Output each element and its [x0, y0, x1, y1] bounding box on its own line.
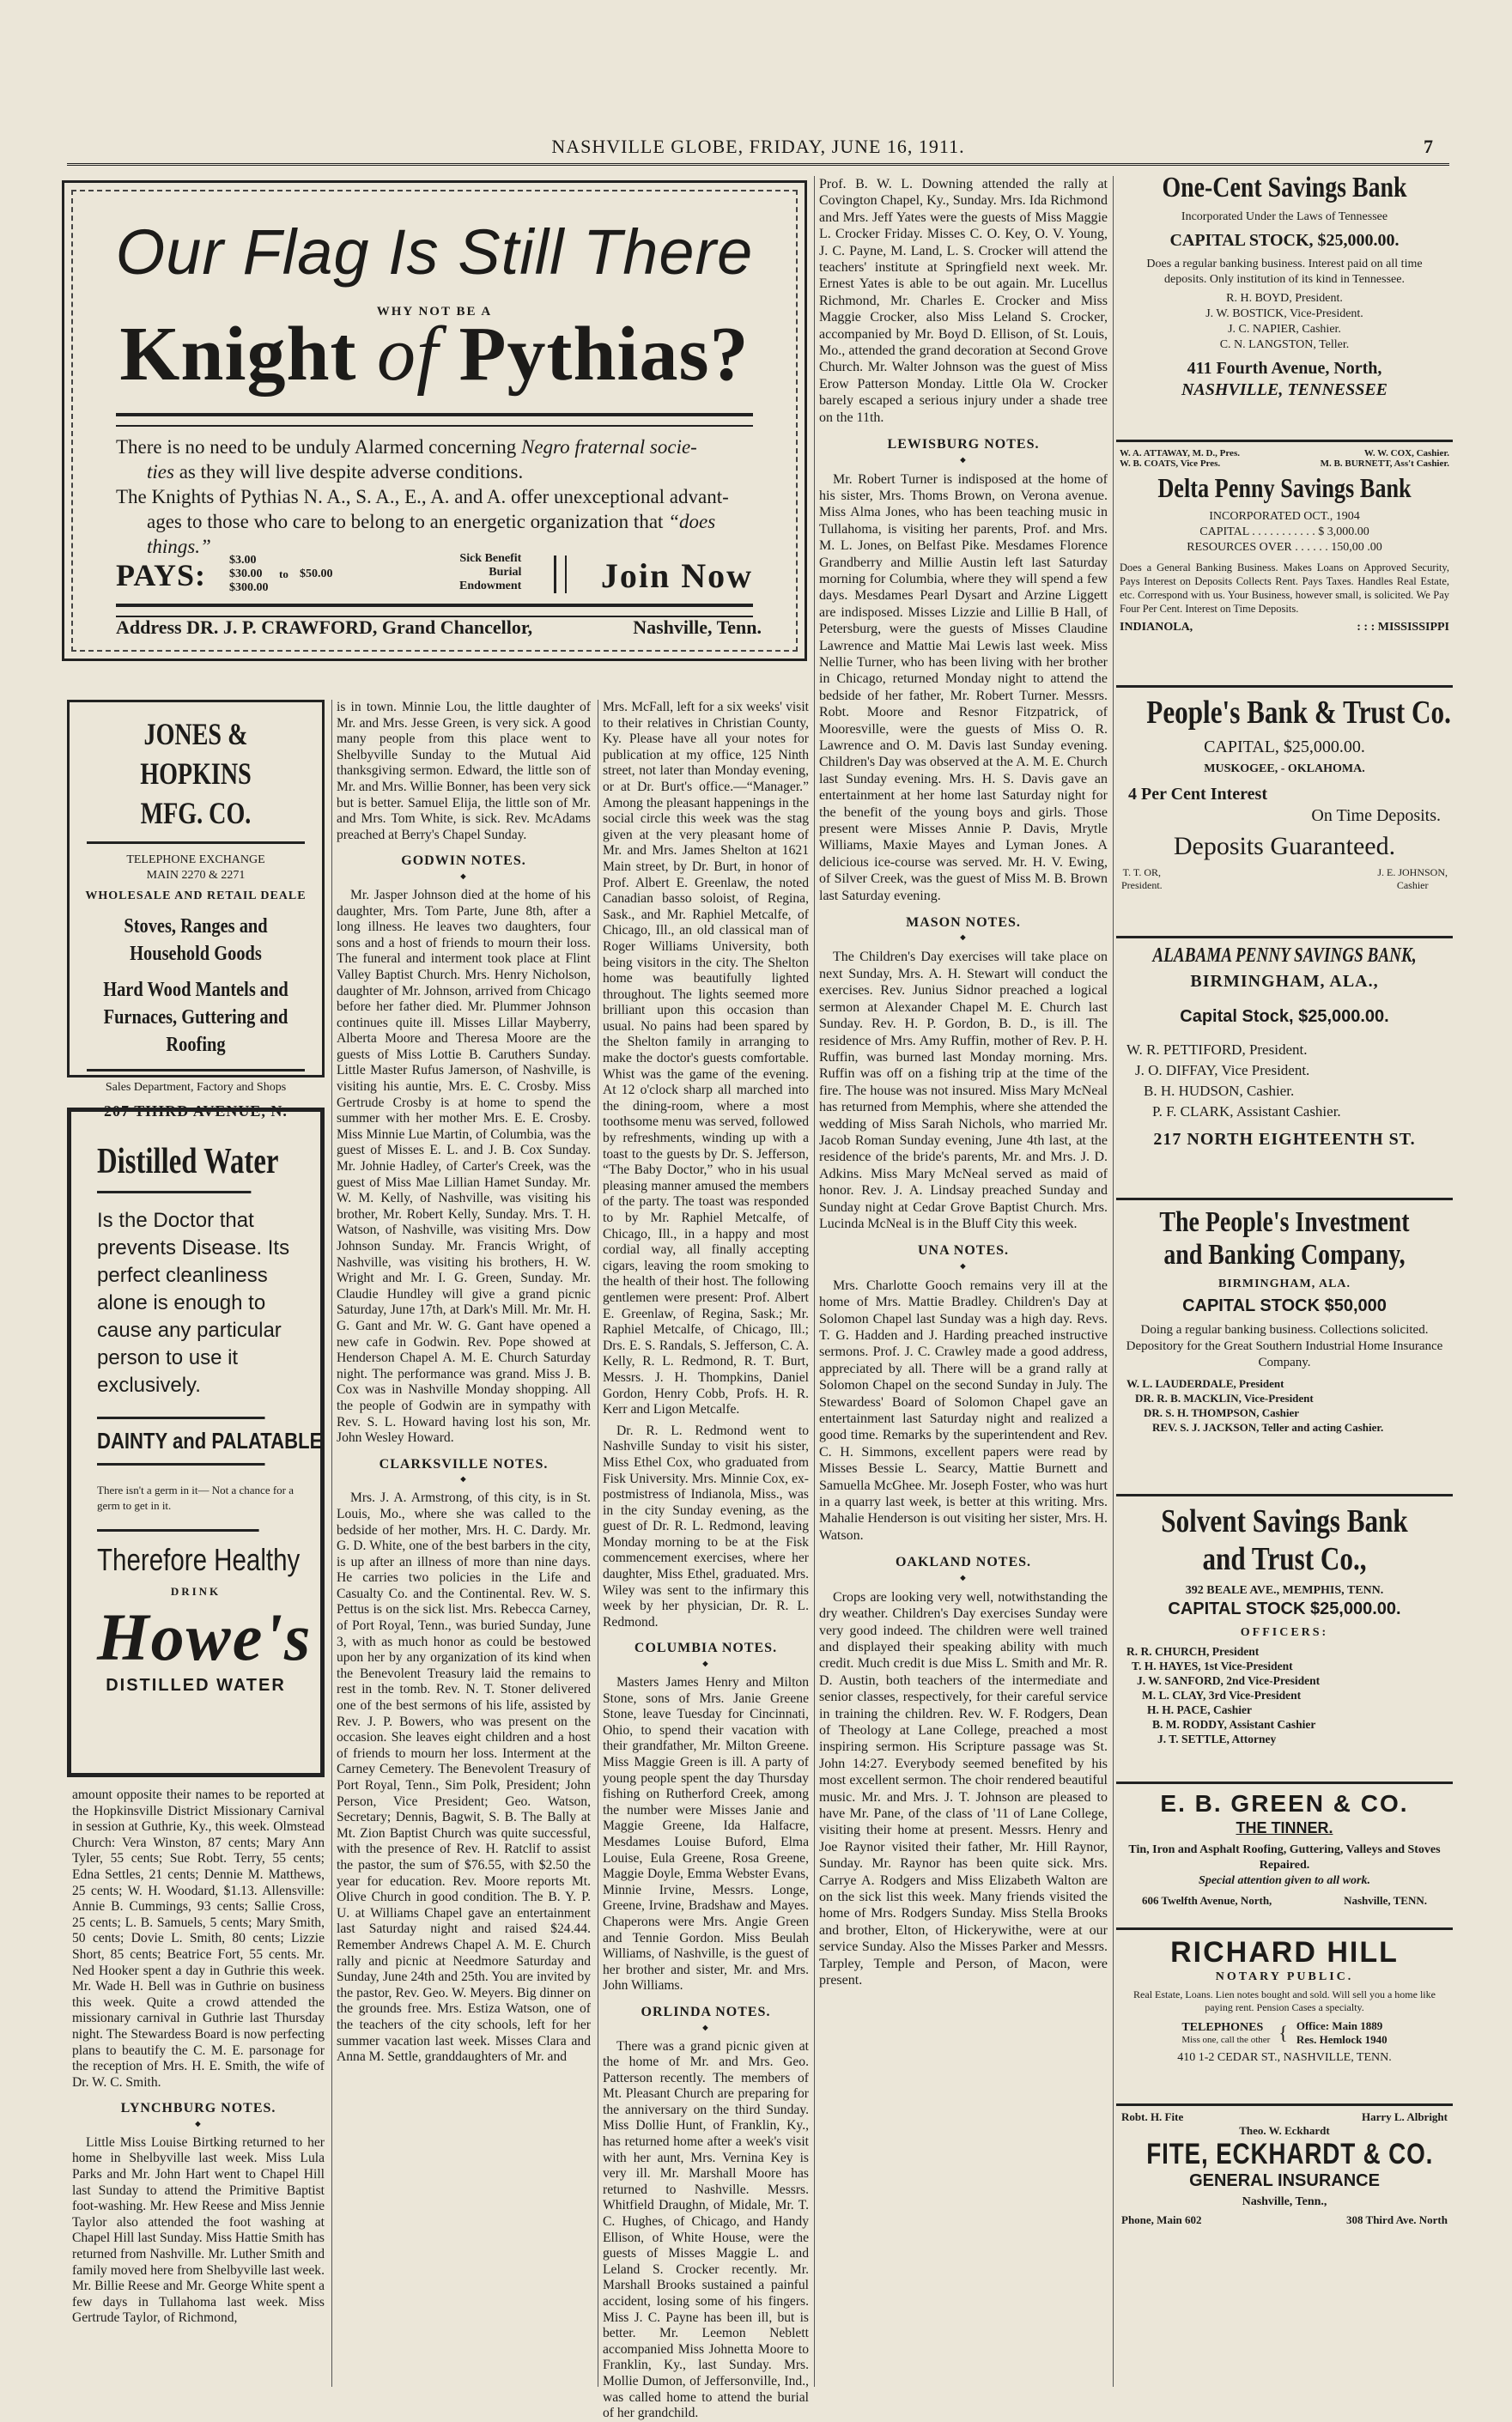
investment-title-1: The People's Investment [1159, 1206, 1410, 1238]
jones-rule-2 [87, 1069, 305, 1071]
peoples-location: MUSKOGEE, - OKLAHOMA. [1204, 762, 1365, 775]
right-ad-divider-3 [1116, 936, 1453, 938]
solvent-officer-2: T. H. HAYES, 1st Vice-President [1132, 1660, 1293, 1672]
green-address-row [1116, 1894, 1453, 1908]
delta-officer-1: W. A. ATTAWAY, M. D., Pres. [1120, 448, 1240, 458]
investment-officers [1116, 1376, 1453, 1435]
solvent-officer-6: B. M. RODDY, Assistant Cashier [1152, 1718, 1316, 1731]
solvent-officer-7: J. T. SETTLE, Attorney [1157, 1733, 1277, 1745]
peoples-capital: CAPITAL, $25,000.00. [1204, 738, 1365, 756]
delta-bank-ad [1116, 448, 1453, 634]
pays-amount-1: $3.00 [229, 554, 257, 567]
solvent-officer-1: R. R. CHURCH, President [1126, 1645, 1260, 1658]
fite-eckhardt-ad [1116, 2110, 1453, 2227]
pythias-why-not: WHY NOT BE A [376, 305, 493, 319]
solvent-officer-3: J. W. SANFORD, 2nd Vice-President [1137, 1674, 1321, 1687]
fite-name-3: Theo. W. Eckhardt [1239, 2124, 1330, 2137]
hill-tel-res: Res. Hemlock 1940 [1296, 2033, 1388, 2046]
jones-goods-2: Hard Wood Mantels and Furnaces, Guttering and Roofing [103, 979, 288, 1056]
heading-columbia: COLUMBIA NOTES. ◆ [603, 1641, 809, 1668]
pythias-address-text: Address DR. J. P. CRAWFORD, Grand Chancellor, [116, 616, 533, 638]
pythias-advertisement [62, 180, 807, 661]
alabama-capital: Capital Stock, $25,000.00. [1180, 1007, 1389, 1026]
one-cent-officer-4: C. N. LANGSTON, Teller. [1219, 338, 1350, 351]
peoples-investment-ad [1116, 1206, 1453, 1435]
lynchburg-paragraph: Little Miss Louise Birtking returned to her home in Shelbyville last week. Miss Lula Parks and Mr. John Hart went to Chapel Hill last Sunday to attend the Primitive Baptist foot-washing. Mr. Hew Reese and Miss Jennie Taylor also attended the foot washing at Chapel Hill last Sunday. Miss Hattie Smith has returned from Nashville. Mr. Luther Smith and family moved here from Shelbyville last week. Mr. Billie Reese and Mr. George White spent a few days in Tullahoma last week. Miss Gertrude Taylor, of Richmond, [72, 2134, 325, 2326]
fite-phone: Phone, Main 602 [1121, 2213, 1202, 2226]
pythias-rule-bottom [116, 604, 753, 617]
mason-paragraph: The Children's Day exercises will take place on next Sunday, Mrs. A. H. Stewart will conduct the exercises. Rev. Junius Sidnor preached a logical sermon at Alexander Chapel M. E. Church last Sunday. Rev. H. P. Gordon, B. D., is ill. The residence of Mrs. Amy Ruffin, mother of Rev. P. H. Ruffin, was burned last Monday morning. Mrs. Ruffin was off on a fishing trip at the time of the fire. The house was not insured. Miss Mary McNeal has returned from Memphis, where she attended the wedding of Miss Sarah Nichols, who married Mr. Jacob Roman Sunday evening, June 4th last, at the residence of the bride's parents, Mr. and Mrs. J. D. Adkins. Miss Mary McNeal served as maid of honor. Rev. J. A. Lindsay preached Sunday and Sunday night at Cedar Grove Baptist Church. Mrs. Lucinda McNeal is in the Bluff City this week. [819, 950, 1108, 1231]
peoples-officers [1116, 866, 1453, 892]
stag-paragraph: Mrs. McFall, left for a six weeks' visit to their relatives in Christian County, Ky. Please have all your notes for publication at my office, 125 Ninth street, not later than Monday evening, or at Dr. Burt's office.—“Manager.” Among the pleasant happenings in the social circle this week was the stag given at the very pleasant home of Mr. and Mrs. James Shelton at 1621 Main street, by Dr. Burt, in honor of Prof. Albert E. Greenlaw, the noted Canadian basso soloist, of Regina, Sask., and Mr. Raphiel Metcalfe, of Chicago, Ill., an old classical man of Roger Williams University, both being visitors in the city. The Shelton home was beautifully lighted throughout. The lights seemed more brilliant upon this occasion than usual. No pains had been spared by the Shelton family in arranging to make the doctor's guests comfortable. Whist was the game of the evening. At 12 o'clock sharp all marched into the dining-room, where a most toothsome menu was served, followed by refreshments, winding up with a toast to the guests by Dr. S. Jefferson, “The Baby Doctor,” who in his usual pleasing manner amused the members of the party. The toast was responded to by Mr. Raphiel Metcalfe, of Chicago, Ill., in a happy and most cordial way, all finally accepting cigars, leaving the room smoking to the health of their host. The following gentlemen were present: Prof. Albert E. Greenlaw, of Regina, Sask.; Mr. Raphiel Metcalfe, of Chicago, Ill.; Drs. E. S. Randals, S. Jefferson, C. A. Kelly, R. L. Redmond, R. T. Burt, Messrs. J. H. Thompkins, Daniel Gordon, Henry Cobb, Profs. H. R. Kerr and Ligon Metcalfe. [603, 700, 809, 1417]
delta-officer-3: W. B. COATS, Vice Pres. [1120, 458, 1221, 469]
hill-tel-left [1181, 2021, 1270, 2045]
delta-loc-indianola: INDIANOLA, [1120, 621, 1193, 634]
one-cent-officer-1: R. H. BOYD, President. [1226, 292, 1343, 305]
hill-tel-label: TELEPHONES [1181, 2021, 1264, 2034]
peoples-cashier [1377, 866, 1448, 892]
continued-paragraph: is in town. Minnie Lou, the little daughter of Mr. and Mrs. Jesse Green, is very sick. A good many people from this place went to Shelbyville Sunday to the Mutual Aid thanksgiving sermon. Edward, the little son of Mr. and Mrs. Willie Bonner, has been very sick but is better. Samuel Elija, the little son of Mr. and Mrs. Tom White, is sick. Rev. McAdams preached at Berry's Chapel Sunday. [337, 700, 591, 842]
fite-name-1: Robt. H. Fite [1121, 2110, 1184, 2123]
orlinda-paragraph: There was a grand picnic given at the home of Mr. and Mrs. Geo. Patterson recently. The members of Mt. Pleasant Church are preparing for the anniversary on the third Sunday. Miss Dollie Hunt, of Franklin, Ky., has returned home after a week's visit with her aunt, Mrs. Vernina Key is very ill. Mr. Marshall Moore has returned to Nashville. Messrs. Whitfield Draughn, of Midale, Mr. T. C. Hughes, of Chicago, and Handy Ellison, of White House, were the guests of Misses Maggie L. and Leland S. Crocker recently. Mr. Marshall Brooks sustained a painful accident, losing some of his fingers. Miss J. C. Payne has been ill, but is better. Mr. Leemon Neblett accompanied Miss Johnetta Moore to Franklin, Ky., last Sunday. Mrs. Mollie Dumon, of Jeffersonville, Ind., was called home to attend the burial of her grandchild. [603, 2038, 809, 2421]
heading-orlinda: ORLINDA NOTES. ◆ [603, 2005, 809, 2032]
column-rule-4 [1113, 176, 1114, 2387]
alabama-officers [1116, 1040, 1453, 1122]
heading-una: UNA NOTES. ◆ [819, 1242, 1108, 1270]
fite-title: FITE, ECKHARDT & CO. [1146, 2138, 1434, 2170]
jones-name-2: MFG. CO. [140, 796, 252, 830]
oakland-paragraph: Crops are looking very well, notwithstanding the dry weather. Children's Day exercises Sunday were very good indeed. The children were well trained and displayed their speaking ability with much credit. Much credit is due Miss L. Smith and Mr. R. D. Austin, both teachers of the intermediate and senior classes, respectively, for their careful service in training the children. Rev. W. F. Rodgers, Dean of Theology at Lane College, preached a most inspiring sermon. His Scripture passage was St. John 14:27. Everybody seemed benefited by his most excellent sermon. The choir rendered beautiful music. Mr. and Mrs. J. T. Johnson are pleased to have Mr. Pane, of the class of '11 of Lane College, visiting their home at present. Messrs. Henry and Joe Raynor visited their father, Mr. Hill Raynor, Sunday. Mr. Raynor has been quite sick. Mrs. Carrye A. Rodgers and Miss Elizabeth Walton are on the sick list this week. Many friends visited the home of Mrs. Rodgers Sunday. Miss Stella Brooks and brother, Elton, of Hickerywithe, were at our service Sunday. Also the Misses Parker and Messrs. Tarpley, Temple and Person, of Macon, were present. [819, 1589, 1108, 1988]
hill-desc: Real Estate, Loans. Lien notes bought and sold. Will sell you a home like paying rent. Pension Cases a specialty. [1133, 1988, 1436, 2013]
solvent-officer-5: H. H. PACE, Cashier [1147, 1703, 1252, 1716]
hill-tel-right [1296, 2019, 1388, 2047]
pythias-address [116, 616, 762, 639]
heading-lewisburg: LEWISBURG NOTES. ◆ [819, 436, 1108, 464]
green-city: Nashville, TENN. [1344, 1894, 1427, 1907]
pythias-p2-text: The Knights of Pythias N. A., S. A., E., A. and A. offer unexceptional advant- [116, 486, 729, 507]
una-paragraph: Mrs. Charlotte Gooch remains very ill at the home of Mrs. Mattie Bradley. Children's Day at Solomon Chapel last Sunday was a high day. Revs. T. G. Hadden and J. Harding preached instructive sermons. Prof. J. C. Crawley made a good address, appreciated by all. There will be a grand rally at Solomon Chapel on the second Sunday in July. The Stewardess' Board of Solomon Chapel gave an entertainment last Saturday night and realized a good time. Remarks by the superintendent and Rev. C. H. Simmons, excellent papers were read by Misses Bessie L. Searcy, Mattie Burnett and Samuella McGhee. Mr. Joseph Foster, who was hurt in a quarry last week, is better at this writing. Mrs. Mahalie Henderson is out visiting her sister, Mrs. H. Watson. [819, 1278, 1108, 1543]
right-ad-divider-6 [1116, 1782, 1453, 1784]
page-number: 7 [1424, 136, 1434, 157]
alabama-address: 217 NORTH EIGHTEENTH ST. [1153, 1130, 1416, 1149]
lewisburg-paragraph: Mr. Robert Turner is indisposed at the home of his sister, Mrs. Thoms Brown, on Verona avenue. Miss Alma Jones, who has been teaching music in Tullahoma, is visiting her parents, Prof. and Mrs. M. L. Jones, on Belfast Pike. Mesdames Florence Grandberry and Millie Austin left last Saturday morning for Columbia, where they will spend a few days. Mesdames Pearl Dysart and Arzine Liggett are indisposed. Misses Lizzie and Lillie B Hall, of Petersburg, were the guests of Misses Claudine Lawrence and Mattie Mai Lewis last week. Miss Nellie Turner, who has been living with her brother in Chicago, returned Monday night to attend the bedside of her father, Mr. Robert Turner. Messrs. Robt. Moore and Resnor Fitzpatrick, of Mooresville, were the guests of Miss O. R. Lawrence and O. M. Davis last Sunday evening. Children's Day was observed at the A. M. E. Church last Sunday evening. Mrs. H. S. Davis gave an entertainment at her home last Saturday night for the benefit of the young boys and girls. Those present were Misses Annie P. Davis, Mrytle Williams, Maxie Mayes and Lyman Jones. A delicious ice-course was served. Mr. H. V. Ewing, of Silver Creek, was the guest of Miss M. B. Brown last Saturday evening. [819, 471, 1108, 903]
green-title: E. B. GREEN & CO. [1160, 1790, 1409, 1817]
clarksville-paragraph: Mrs. J. A. Armstrong, of this city, is in St. Louis, Mo., where she was called to the bedside of her mother, Mrs. H. C. Dardy. Mr. G. D. White, one of the best barbers in the city, is up after an illness of more than nine days. He carries two policies in the Life and Casualty Co. and the Continental. Rev. W. S. Pettus is on the sick list. Mrs. Rebecca Carney, of Port Royal, Tenn., was buried Sunday, June 3, with as much honor as could be bestowed upon her by any organization of its kind when the Benevolent Treasury laid the remains to rest in the tomb. Rev. N. T. Stoner delivered one of the best sermons of his life, assisted by Rev. J. P. Bowers, who was present on the occasion. She leaves eight children and a host of friends to mourn her loss. Interment at the Carney Cemetery. The Benevolent Treasury of Port Royal, Tenn., Sim Polk, President; John Person, Vice President; Geo. Watson, Secretary; Dennis, Bagwit, S. B. The Bally at Mt. Zion Baptist Church was quite successful, with the presence of Rev. H. Ratclif to assist the pastor, the sum of $76.55, with $2.50 the year for education. Rev. Moore reports Mt. Olive Church in good condition. The B. Y. P. U. at Williams Chapel gave an entertainment last Saturday night and raised $24.44. Remember Andrews Chapel A. M. E. Church rally and picnic at Needmore Saturday and Sunday, June 24th and 25th. You are invited by the pastor, Rev. Geo. W. Meyers. Big dinner on the grounds free. Mrs. Estiza Watson, one of the teachers of the city schools, left for her summer vacation last week. Misses Clara and Anna M. Settle, granddaughters of Mr. and [337, 1490, 591, 2065]
hill-tel-note: Miss one, call the other [1181, 2035, 1271, 2045]
one-cent-address: 411 Fourth Avenue, North, [1187, 359, 1382, 378]
water-small-print: There isn't a germ in it— Not a chance for a germ to get in it. [97, 1484, 295, 1512]
alabama-location: BIRMINGHAM, ALA., [1190, 972, 1379, 991]
delta-capital: CAPITAL . . . . . . . . . . . $ 3,000.00 [1199, 525, 1369, 538]
downing-paragraph: Prof. B. W. L. Downing attended the rally at Covington Chapel, Ky., Sunday. Mrs. Ida Richmond and Mrs. Jeff Yates were the guests of Miss Maggie L. Crocker Friday. Misses C. O. Key, O. V. Young, J. C. Payne, M. Land, L. S. Crocker will attend the teachers' institute at Springfield next week. Mr. Ernest Yates is able to be out again. Mr. Lucellus Richmond, Mr. Charles E. Crocker and Miss Maggie Crocker, also Miss Leland S. Crocker, accompanied by Mr. Boyd D. Ellison, of St. Louis, Mo., attended the grand decoration at Second Grove Church. Mr. Walter Johnson was the guest of Miss Erow Patterson Monday. Little Ola W. Crocker barely escaped a serious injury under a shade tree on the 11th. [819, 177, 1108, 425]
page-header [67, 131, 1449, 165]
pythias-p1-ties: ties [147, 461, 174, 483]
peoples-interest-2: On Time Deposits. [1311, 806, 1441, 825]
delta-location [1116, 621, 1453, 634]
of-word: of [377, 312, 440, 397]
hill-tel-office: Office: Main 1889 [1296, 2019, 1383, 2032]
delta-resources: RESOURCES OVER . . . . . . 150,00 .00 [1187, 541, 1382, 554]
green-desc: Tin, Iron and Asphalt Roofing, Guttering, Valleys and Stoves Repaired. [1128, 1843, 1441, 1872]
investment-officer-4: REV. S. J. JACKSON, Teller and acting Cashier. [1152, 1421, 1384, 1434]
solvent-bank-ad [1116, 1502, 1453, 1746]
solvent-title-2: and Trust Co., [1202, 1541, 1367, 1577]
water-title: Distilled Water [97, 1141, 251, 1193]
pays-separator [554, 555, 567, 593]
jones-name-1: JONES & HOPKINS [140, 717, 252, 791]
news-column-3 [603, 700, 809, 2421]
jones-address: 207 THIRD AVENUE, N. [104, 1102, 288, 1120]
pythias-p1-negro: Negro fraternal socie- [521, 436, 697, 458]
pythias-p1-rest: as they will live despite adverse conditions. [179, 461, 524, 483]
one-cent-bank-ad [1116, 172, 1453, 401]
right-ad-divider-8 [1116, 2103, 1453, 2106]
pays-max: $50.00 [300, 568, 333, 580]
water-drink: DRINK [170, 1585, 222, 1598]
fite-names-row [1116, 2110, 1453, 2124]
green-sub: THE TINNER. [1236, 1819, 1333, 1836]
right-ad-divider-1 [1116, 440, 1453, 442]
pays-kind-sick: Sick Benefit [459, 552, 522, 565]
news-column-2 [337, 700, 591, 2387]
pays-amount-2: $30.00 [229, 568, 263, 580]
alabama-officer-2: J. O. DIFFAY, Vice President. [1135, 1062, 1310, 1078]
jones-tel-numbers: MAIN 2270 & 2271 [146, 869, 246, 882]
green-note: Special attention given to all work. [1199, 1874, 1370, 1887]
delta-incorporated: INCORPORATED OCT., 1904 [1209, 510, 1360, 523]
hill-sub: NOTARY PUBLIC. [1215, 1970, 1354, 1983]
water-dainty: DAINTY and PALATABLE [97, 1417, 265, 1466]
pythias-headline: Our Flag Is Still There [115, 216, 754, 288]
hill-telephones [1116, 2019, 1453, 2047]
right-ad-divider-7 [1116, 1927, 1453, 1930]
jones-hopkins-advertisement [67, 700, 325, 1120]
header-rule [67, 163, 1449, 166]
pays-kind-endowment: Endowment [459, 580, 522, 592]
solvent-officers [1116, 1644, 1453, 1746]
pythias-word: Pythias? [458, 312, 750, 397]
hill-address: 410 1-2 CEDAR ST., NASHVILLE, TENN. [1177, 2051, 1392, 2064]
fite-address: 308 Third Ave. North [1346, 2213, 1448, 2226]
pythias-p2-mid: ages to those who care to belong to an energetic organization that [147, 511, 664, 532]
water-body: Is the Doctor that prevents Disease. Its perfect cleanliness alone is enough to cause any particular person to use it exclusively. [97, 1209, 290, 1397]
solvent-capital: CAPITAL STOCK $25,000.00. [1168, 1599, 1401, 1618]
delta-officers-row-1 [1116, 448, 1453, 458]
peoples-title: People's Bank & Trust Co. [1146, 695, 1451, 731]
alabama-officer-1: W. R. PETTIFORD, President. [1126, 1041, 1308, 1058]
pythias-city: Nashville, Tenn. [633, 616, 762, 638]
column-rule-1 [331, 700, 332, 2387]
solvent-officer-4: M. L. CLAY, 3rd Vice-President [1142, 1689, 1302, 1702]
masthead-line: NASHVILLE GLOBE, FRIDAY, JUNE 16, 1911. [551, 136, 965, 157]
one-cent-officer-3: J. C. NAPIER, Cashier. [1228, 323, 1341, 336]
distilled-water-advertisement [67, 1108, 325, 1777]
fite-location: Nashville, Tenn., [1242, 2195, 1327, 2208]
peoples-president-role: President. [1121, 879, 1163, 891]
delta-loc-mississippi: : : : MISSISSIPPI [1357, 621, 1449, 634]
knight-word: Knight [119, 312, 357, 397]
pythias-knight-title [64, 310, 805, 398]
pays-label: PAYS: [116, 558, 207, 592]
pythias-paragraph-1 [116, 434, 762, 484]
alabama-officer-4: P. F. CLARK, Assistant Cashier. [1152, 1103, 1341, 1120]
peoples-president [1121, 866, 1163, 892]
investment-title-2: and Banking Company, [1163, 1239, 1406, 1271]
redmond-paragraph: Dr. R. L. Redmond went to Nashville Sunday to visit his sister, Miss Ethel Cox, who graduated from Fisk University. Mrs. Minnie Cox, ex-postmistress of Indianola, Miss., was in the city Sunday evening, as the guest of Dr. R. L. Redmond, leaving Monday morning to be at the Fisk commencement exercises, where her daughter, Miss Ethel, graduated. Mrs. Wiley was sent to the infirmary this week by her physician, Dr. R. L. Redmond. [603, 1423, 809, 1630]
richard-hill-ad [1116, 1936, 1453, 2066]
pythias-p1-text: There is no need to be unduly Alarmed concerning [116, 436, 517, 458]
jones-goods-1: Stoves, Ranges and Household Goods [124, 915, 268, 965]
jones-sales: Sales Department, Factory and Shops [105, 1081, 287, 1094]
hill-brace: { [1278, 2022, 1288, 2043]
peoples-cashier-name: J. E. JOHNSON, [1377, 866, 1448, 878]
delta-officers-row-2 [1116, 458, 1453, 469]
right-ad-divider-2 [1116, 685, 1453, 688]
columbia-paragraph: Masters James Henry and Milton Stone, sons of Mrs. Janie Greene Stone, leave Tuesday for Cincinnati, Ohio, to spend their vacation with their grandfather, Mr. Milton Greene. Miss Maggie Green is ill. A party of young people spent the day Thursday fishing on Rutherford Creek, among the number were Misses Janie and Maggie Greene, Ida Halfacre, Mesdames Louise Buford, Elma Louise, Eula Greene, Rosa Greene, Maggie Doyle, Emma Webster Evans, Minnie Irvine, Messrs. Longe, Greene, Irvine, Bradshaw and Mayes. Chaperons were Mrs. Angie Green and Tennie Gordon. Miss Beulah Williams, of Nashville, is the guest of her brother and sister, Mr. and Mrs. John Williams. [603, 1675, 809, 1994]
solvent-address: 392 BEALE AVE., MEMPHIS, TENN. [1185, 1584, 1384, 1597]
fite-name-2: Harry L. Albright [1361, 2110, 1448, 2123]
news-column-1 [72, 1788, 325, 2389]
fite-sub: GENERAL INSURANCE [1189, 2171, 1380, 2190]
column-rule-3 [814, 176, 815, 2387]
peoples-bank-ad [1116, 694, 1453, 892]
jones-tel: TELEPHONE EXCHANGE [126, 853, 265, 866]
alabama-officer-3: B. H. HUDSON, Cashier. [1144, 1083, 1295, 1099]
heading-oakland: OAKLAND NOTES. ◆ [819, 1554, 1108, 1581]
heading-lynchburg: LYNCHBURG NOTES. ◆ [72, 2101, 325, 2128]
pays-kinds [459, 552, 521, 593]
pays-to: to [279, 568, 288, 580]
heading-clarksville: CLARKSVILLE NOTES. ◆ [337, 1457, 591, 1484]
hill-title: RICHARD HILL [1170, 1936, 1399, 1969]
one-cent-officer-2: J. W. BOSTICK, Vice-President. [1205, 307, 1363, 320]
pythias-p2-things: things.” [147, 536, 211, 557]
alabama-bank-ad [1116, 944, 1453, 1150]
one-cent-desc: Does a regular banking business. Interest paid on all time deposits. Only institution of its kind in Tennessee. [1146, 258, 1423, 286]
pythias-p2-does: “does [668, 511, 716, 532]
investment-capital: CAPITAL STOCK $50,000 [1182, 1296, 1387, 1315]
peoples-cashier-role: Cashier [1396, 879, 1429, 891]
one-cent-capital: CAPITAL STOCK, $25,000.00. [1169, 231, 1400, 250]
delta-title: Delta Penny Savings Bank [1157, 472, 1412, 503]
heading-godwin: GODWIN NOTES. ◆ [337, 853, 591, 881]
delta-officer-4: M. B. BURNETT, Ass't Cashier. [1320, 458, 1449, 469]
pythias-rule-top [116, 413, 753, 427]
heading-mason: MASON NOTES. ◆ [819, 914, 1108, 942]
alabama-title: ALABAMA PENNY SAVINGS BANK, [1152, 944, 1417, 967]
carnival-paragraph: amount opposite their names to be reported at the Hopkinsville District Missionary Carnival in session at Guthrie, Ky., this week. Olmstead Church: Vera Winston, 87 cents; Mary Ann Tyler, 55 cents; Sue Robt. Terry, 55 cents; Edna Settles, 21 cents; Dennie M. Matthews, 25 cents; W. H. Woodard, $1.13. Allensville: Annie B. Cummings, 93 cents; Sallie Cross, 25 cents; L. B. Samuels, 5 cents; Mary Smith, 50 cents; Dovie L. Smith, 80 cents; Lizzie Short, 85 cents; Beatrice Fort, 55 cents. Mr. Ned Hooker spent a day in Guthrie this week. Mr. Wade H. Bell was in Guthrie on business this week. Quite a crowd attended the missionary carnival in Guthrie last Thursday night. The Stewardess Board is now perfecting plans to beautify the C. M. E. parsonage for the reception of Mrs. H. E. Smith, the wife of Dr. W. C. Smith. [72, 1788, 325, 2090]
peoples-guaranteed: Deposits Guaranteed. [1173, 832, 1396, 860]
news-column-4 [819, 176, 1108, 2387]
water-distilled: DISTILLED WATER [106, 1676, 286, 1695]
investment-officer-3: DR. S. H. THOMPSON, Cashier [1144, 1406, 1300, 1419]
one-cent-title: One-Cent Savings Bank [1162, 172, 1407, 203]
investment-officer-1: W. L. LAUDERDALE, President [1126, 1377, 1284, 1390]
fite-footer-row [1116, 2213, 1453, 2227]
right-ad-divider-5 [1116, 1494, 1453, 1496]
water-healthy: Therefore Healthy [97, 1529, 259, 1578]
join-now: Join Now [600, 556, 753, 595]
pays-amounts [229, 554, 269, 595]
one-cent-city: NASHVILLE, TENNESSEE [1181, 380, 1388, 399]
delta-officer-2: W. W. COX, Cashier. [1363, 448, 1449, 458]
jones-wholesale: WHOLESALE AND RETAIL DEALE [85, 889, 307, 902]
investment-officer-2: DR. R. B. MACKLIN, Vice-President [1135, 1392, 1314, 1405]
one-cent-incorporated: Incorporated Under the Laws of Tennessee [1181, 210, 1388, 223]
green-address: 606 Twelfth Avenue, North, [1142, 1894, 1272, 1907]
investment-desc: Doing a regular banking business. Collections solicited. Depository for the Great Southern Industrial Home Insurance Company. [1126, 1323, 1443, 1369]
pays-kind-burial: Burial [489, 566, 522, 579]
pays-amount-3: $300.00 [229, 581, 269, 594]
solvent-officers-label: OFFICERS: [1240, 1626, 1329, 1639]
howes-logo: Howe's [97, 1599, 313, 1674]
peoples-interest-1: 4 Per Cent Interest [1128, 785, 1267, 804]
right-ad-divider-4 [1116, 1198, 1453, 1200]
green-tinner-ad [1116, 1790, 1453, 1908]
pays-row [116, 543, 762, 604]
delta-desc: Does a General Banking Business. Makes Loans on Approved Security, Pays Interest on Deposits Collects Rent. Pays Taxes. Handles Real Estate, etc. Correspond with us. Your Business, however small, is solicited. We Pay Four Per Cent. Interest on Time Deposits. [1120, 561, 1449, 615]
jones-rule [87, 841, 305, 844]
solvent-title-1: Solvent Savings Bank [1161, 1503, 1408, 1539]
peoples-president-name: T. T. OR, [1122, 866, 1161, 878]
investment-location: BIRMINGHAM, ALA. [1217, 1278, 1351, 1290]
godwin-paragraph: Mr. Jasper Johnson died at the home of his daughter, Mrs. Tom Parte, June 8th, after a long illness. He leaves two daughters, four sons and a host of friends to mourn their loss. The funeral and interment took place at Flint Valley Baptist Church. Mrs. Henry Nicholson, daughter of Mr. Johnson, arrived from Chicago before her father died. Mr. Plummer Johnson continues quite ill. Misses Lillar Mayberry, Alberta Moore and Theresa Moore are the guests of Miss Lottie B. Caruthers Sunday. Little Master Rufus Jamerson, of Nashville, is visiting his auntie, Mrs. E. C. Crosby. Miss Gertrude Crosby is at home to spend the summer with her mother Mrs. E. E. Crosby. Miss Minnie Lue Martin, of Columbia, was the guest of Misses E. L. and J. B. Cox Sunday. Mr. Johnie Hadley, of Carter's Creek, was the guest of Miss Mae Lillian Hamet Sunday. Mr. W. M. Kelly, of Nashville, was visiting his brother, Mr. Robert Kelly, Sunday. Mrs. T. H. Watson, of Nashville, was visiting Mrs. Dow Johnson Sunday. Mr. Francis Wright, of Nashville, was visiting his brothers, H. W. Wright and Mr. I. G. Green, Sunday. Mr. Claudie Hundley will give a grand picnic Saturday, June 17th, at Dark's Mill. Mr. Mr. H. G. Gant and Mr. W. G. Gant have opened a new cafe in Godwin. Rev. Pope showed at Henderson Chapel A. M. E. Church Saturday night. The performance was grand. Miss J. B. Cox was in Nashville Monday shopping. All the people of Godwin are in sympathy with Rev. S. L. Howard having lost his son, Mr. John Wesley Howard. [337, 887, 591, 1446]
